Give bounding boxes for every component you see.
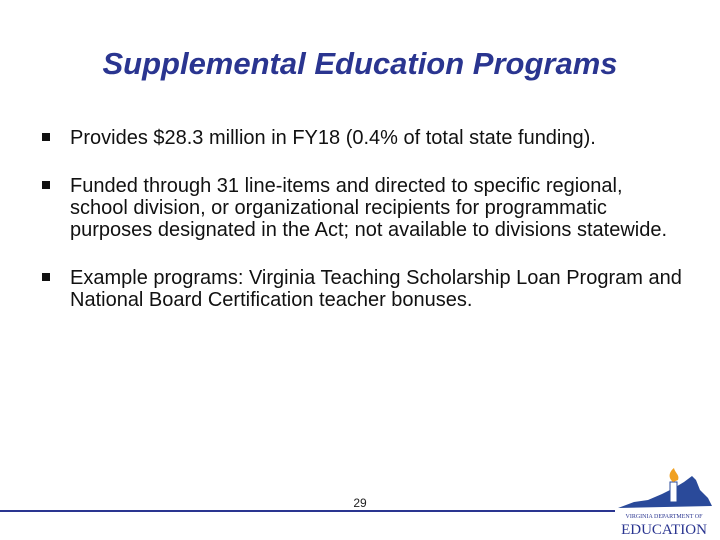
vdoe-logo	[612, 468, 716, 538]
bullet-list	[42, 127, 682, 311]
square-bullet-icon	[42, 181, 50, 189]
virginia-state-icon	[618, 476, 712, 508]
logo-main-text: EDUCATION	[621, 522, 707, 538]
bullet-text: Funded through 31 line-items and directed to specific regional, school division, or organizational recipients for programmatic purposes designated in the Act; not available to divisions statewide.	[70, 175, 668, 241]
bullet-item	[42, 175, 682, 241]
bullet-text: Example programs: Virginia Teaching Scholarship Loan Program and National Board Certification teacher bonuses.	[70, 267, 682, 311]
page-number: 29	[353, 496, 367, 510]
torch-flame-icon	[670, 468, 679, 482]
bullet-item	[42, 127, 682, 149]
footer-divider	[0, 510, 615, 512]
bullet-item	[42, 267, 682, 311]
square-bullet-icon	[42, 133, 50, 141]
torch-handle-icon	[670, 482, 677, 502]
slide-title: Supplemental Education Programs	[102, 46, 618, 81]
logo-top-text: VIRGINIA DEPARTMENT OF	[625, 514, 703, 520]
bullet-text: Provides $28.3 million in FY18 (0.4% of total state funding).	[70, 127, 596, 149]
square-bullet-icon	[42, 273, 50, 281]
